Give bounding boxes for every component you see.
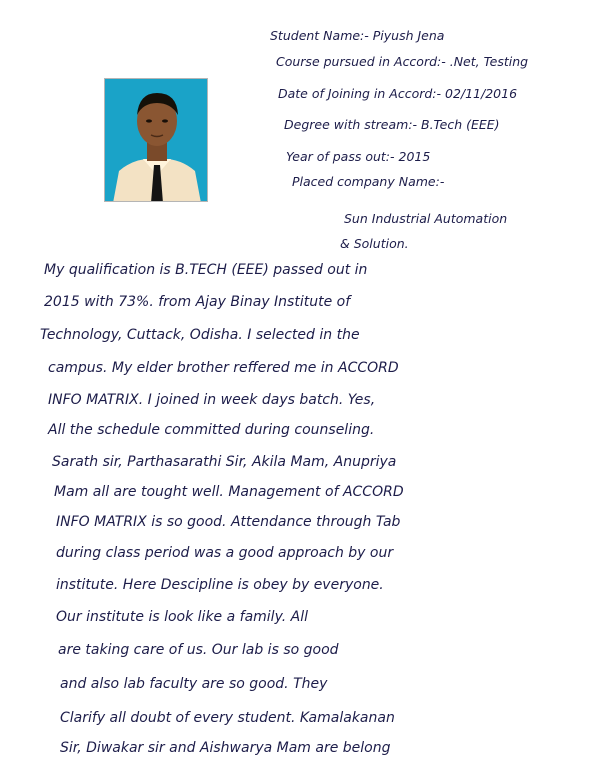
body-line: Mam all are tought well. Management of ACCORD <box>54 484 404 500</box>
body-line: Clarify all doubt of every student. Kamalakanan <box>60 710 395 726</box>
body-line: All the schedule committed during counseling. <box>48 422 375 438</box>
body-line: are taking care of us. Our lab is so good <box>58 642 339 658</box>
body-line: during class period was a good approach by our <box>56 545 394 561</box>
body-line: INFO MATRIX is so good. Attendance through Tab <box>56 514 401 530</box>
body-line: and also lab faculty are so good. They <box>60 676 328 692</box>
course-pursued: Course pursued in Accord:- .Net, Testing <box>276 54 529 69</box>
body-line: Our institute is look like a family. All <box>56 609 309 625</box>
degree-stream: Degree with stream:- B.Tech (EEE) <box>284 117 500 132</box>
student-name: Student Name:- Piyush Jena <box>270 28 445 43</box>
date-of-joining: Date of Joining in Accord:- 02/11/2016 <box>278 86 518 101</box>
body-line: campus. My elder brother reffered me in ACCORD <box>48 360 399 376</box>
body-line: Technology, Cuttack, Odisha. I selected in the <box>40 327 360 343</box>
body-line: Sarath sir, Parthasarathi Sir, Akila Mam, Anupriya <box>52 454 397 470</box>
body-line: Sir, Diwakar sir and Aishwarya Mam are belong <box>60 740 391 756</box>
body-line: institute. Here Descipline is obey by everyone. <box>56 577 384 593</box>
company-name-line-1: Sun Industrial Automation <box>344 211 508 226</box>
body-line: 2015 with 73%. from Ajay Binay Institute of <box>44 294 351 310</box>
year-of-passout: Year of pass out:- 2015 <box>286 149 431 164</box>
body-line: INFO MATRIX. I joined in week days batch. Yes, <box>48 392 376 408</box>
company-name-line-2: & Solution. <box>340 236 409 251</box>
student-photo <box>104 78 208 202</box>
placed-company-label: Placed company Name:- <box>292 174 445 189</box>
body-line: My qualification is B.TECH (EEE) passed out in <box>44 262 368 278</box>
